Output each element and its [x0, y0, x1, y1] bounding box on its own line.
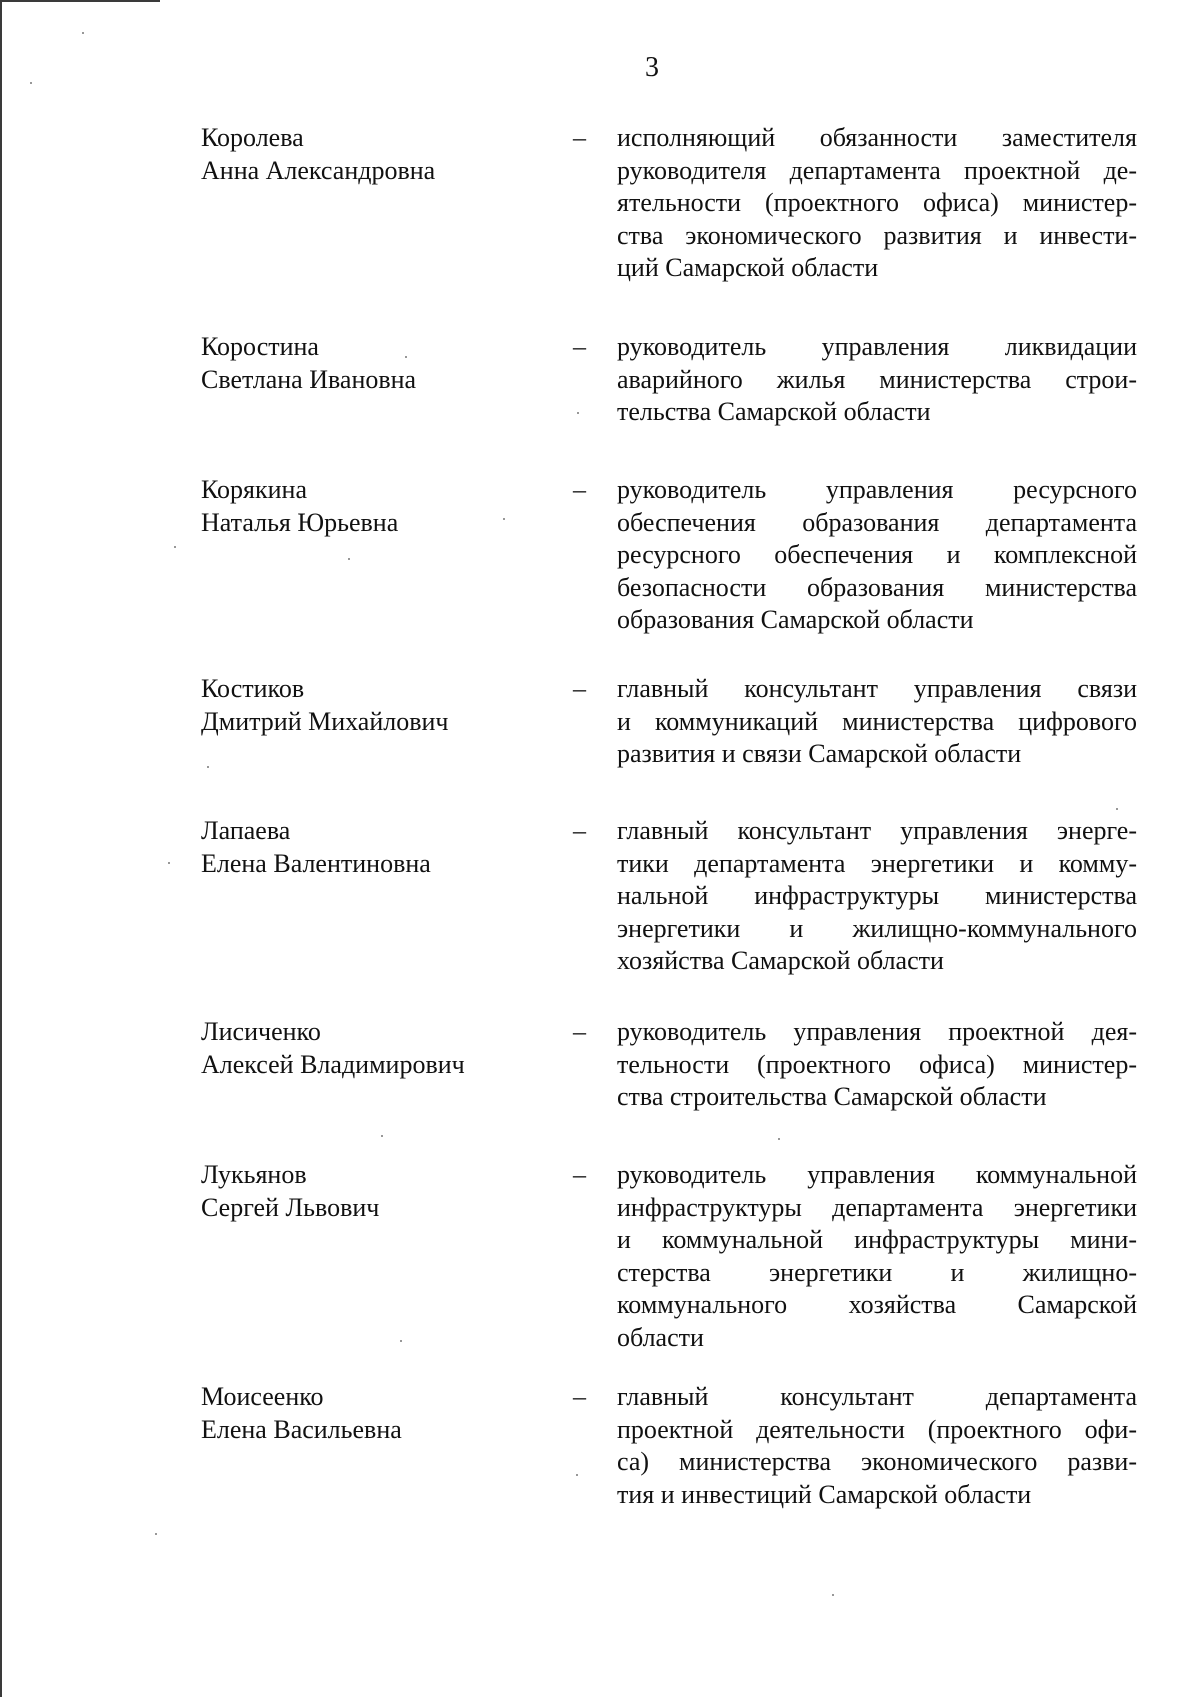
entry-dash: – — [573, 475, 586, 504]
description-line: руководителя департамента проектной де- — [617, 155, 1137, 185]
description-line: ятельности (проектного офиса) министер- — [617, 188, 1137, 217]
description-line: и коммуникаций министерства цифрового — [617, 706, 1137, 736]
description-line: руководитель управления ликвидации — [617, 332, 1137, 361]
person-name — [201, 331, 561, 396]
entry-dash: – — [573, 332, 586, 361]
person-given-names: Светлана Ивановна — [201, 364, 417, 394]
position-description — [617, 1381, 1137, 1511]
entry-dash: – — [573, 123, 586, 152]
description-line: руководитель управления проектной дея- — [617, 1017, 1137, 1046]
description-line: коммунального хозяйства Самарской — [617, 1290, 1137, 1319]
person-name — [201, 1381, 561, 1446]
person-surname: Костиков — [201, 674, 305, 703]
person-surname: Коростина — [201, 332, 319, 361]
scan-speck — [1116, 808, 1118, 810]
description-line: аварийного жилья министерства строи- — [617, 364, 1137, 394]
person-surname: Корякина — [201, 475, 308, 504]
entry-dash: – — [573, 674, 586, 703]
description-line: ства экономического развития и инвести- — [617, 220, 1137, 250]
person-given-names: Алексей Владимирович — [201, 1049, 465, 1079]
page-number: 3 — [645, 52, 659, 83]
scan-speck — [577, 412, 579, 414]
description-line: главный консультант департамента — [617, 1382, 1137, 1411]
person-given-names: Дмитрий Михайлович — [201, 706, 449, 736]
scan-speck — [400, 1340, 402, 1342]
person-given-names: Елена Васильевна — [201, 1414, 402, 1444]
position-description — [617, 331, 1137, 429]
position-description — [617, 815, 1137, 978]
description-line: руководитель управления коммунальной — [617, 1160, 1137, 1189]
description-line: хозяйства Самарской области — [617, 946, 944, 975]
position-description — [617, 122, 1137, 285]
description-line: энергетики и жилищно-коммунального — [617, 913, 1137, 943]
person-surname: Лапаева — [201, 816, 291, 845]
entry-dash: – — [573, 1017, 586, 1046]
position-description — [617, 474, 1137, 637]
person-surname: Королева — [201, 123, 304, 152]
description-line: проектной деятельности (проектного офи- — [617, 1414, 1137, 1444]
description-line: са) министерства экономического разви- — [617, 1447, 1137, 1476]
description-line: тики департамента энергетики и комму- — [617, 848, 1137, 878]
scan-border-left — [0, 0, 2, 1697]
scan-speck — [82, 32, 84, 34]
scan-speck — [168, 862, 170, 864]
entry-dash: – — [573, 816, 586, 845]
position-description — [617, 1016, 1137, 1114]
scan-speck — [155, 1533, 157, 1535]
person-given-names: Наталья Юрьевна — [201, 507, 399, 537]
entry-dash: – — [573, 1160, 586, 1189]
description-line: ций Самарской области — [617, 253, 879, 282]
description-line: обеспечения образования департамента — [617, 507, 1137, 537]
description-line: главный консультант управления связи — [617, 674, 1137, 703]
description-line: стерства энергетики и жилищно- — [617, 1257, 1137, 1287]
person-name — [201, 122, 561, 187]
description-line: инфраструктуры департамента энергетики — [617, 1192, 1137, 1222]
description-line: нальной инфраструктуры министерства — [617, 881, 1137, 910]
description-line: тельства Самарской области — [617, 397, 931, 426]
description-line: тия и инвестиций Самарской области — [617, 1479, 1032, 1509]
person-name — [201, 673, 561, 738]
scan-speck — [576, 1474, 578, 1476]
description-line: и коммунальной инфраструктуры мини- — [617, 1225, 1137, 1254]
description-line: образования Самарской области — [617, 605, 974, 634]
person-name — [201, 1016, 561, 1081]
scan-speck — [381, 1135, 383, 1137]
scan-speck — [503, 518, 505, 520]
description-line: развития и связи Самарской области — [617, 739, 1022, 768]
person-surname: Лукьянов — [201, 1160, 307, 1189]
scan-border-top — [0, 0, 160, 2]
scan-speck — [174, 546, 176, 548]
position-description — [617, 673, 1137, 771]
description-line: ства строительства Самарской области — [617, 1082, 1047, 1111]
person-surname: Лисиченко — [201, 1017, 321, 1046]
person-name — [201, 1159, 561, 1224]
scan-speck — [405, 356, 407, 358]
description-line: тельности (проектного офиса) министер- — [617, 1049, 1137, 1079]
position-description — [617, 1159, 1137, 1354]
description-line: ресурсного обеспечения и комплексной — [617, 540, 1137, 569]
person-given-names: Елена Валентиновна — [201, 848, 431, 878]
scan-speck — [832, 1594, 834, 1596]
person-surname: Моисеенко — [201, 1382, 324, 1411]
scan-speck — [207, 766, 209, 768]
scan-speck — [348, 558, 350, 560]
description-line: области — [617, 1322, 704, 1352]
description-line: безопасности образования министерства — [617, 572, 1137, 602]
person-given-names: Сергей Львович — [201, 1192, 380, 1222]
description-line: исполняющий обязанности заместителя — [617, 123, 1137, 152]
description-line: главный консультант управления энерге- — [617, 816, 1137, 845]
person-given-names: Анна Александровна — [201, 155, 436, 185]
person-name — [201, 474, 561, 539]
scan-speck — [778, 1138, 780, 1140]
person-name — [201, 815, 561, 880]
entry-dash: – — [573, 1382, 586, 1411]
scan-speck — [30, 82, 32, 84]
description-line: руководитель управления ресурсного — [617, 475, 1137, 504]
